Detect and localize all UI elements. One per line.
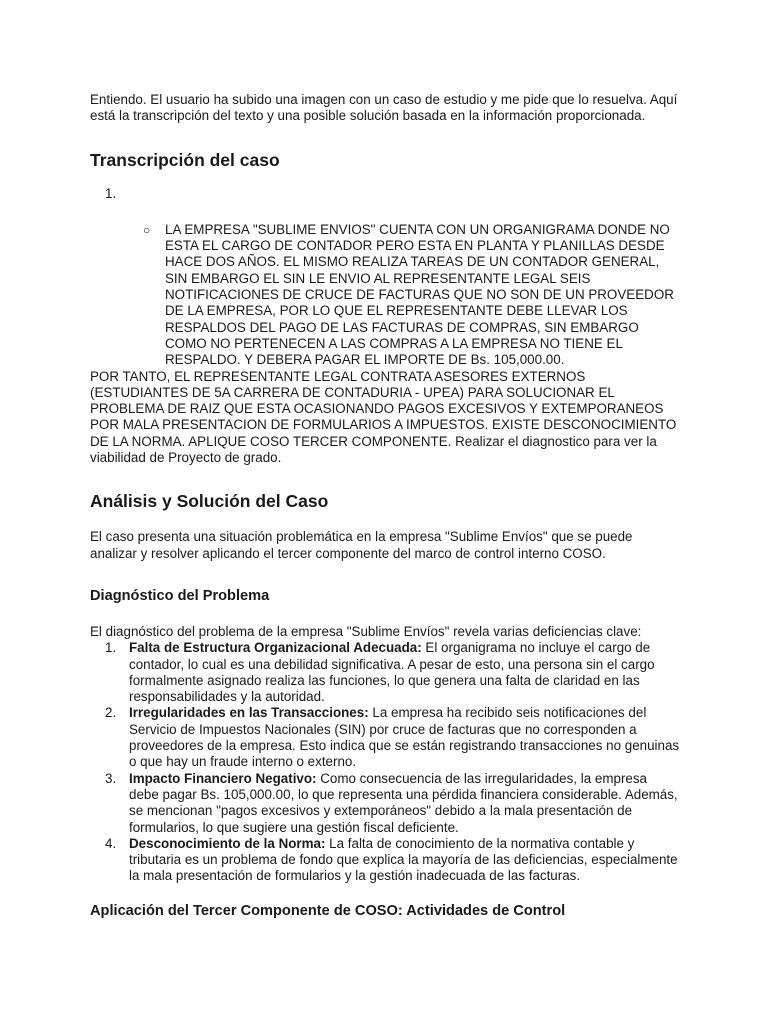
case-bullet-text: LA EMPRESA "SUBLIME ENVIOS" CUENTA CON UN ORGANIGRAMA DONDE NO ESTA EL CARGO DE CONTADOR PERO ESTA EN PLANTA Y PLANILLAS DESDE HACE DOS AÑOS. EL MISMO REALIZA TAREAS DE UN CONTADOR GENERAL, SIN EMBARGO EL SIN LE ENVIO AL REPRESENTANTE LEGAL SEIS NOTIFICACIONES DE CRUCE DE FACTURAS QUE NO SON DE UN PROVEEDOR DE LA EMPRESA, POR LO QUE EL REPRESENTANTE DEBE LLEVAR LOS RESPALDOS DEL PAGO DE LAS FACTURAS DE COMPRAS, SIN EMBARGO COMO NO PERTENECEN A LAS COMPRAS A LA EMPRESA NO TIENE EL RESPALDO. Y DEBERA PAGAR EL IMPORTE DE Bs. 105,000.00. <box>165 221 674 368</box>
list-item <box>90 640 680 705</box>
diagnosis-heading: Diagnóstico del Problema <box>90 587 270 604</box>
diagnosis-intro: El diagnóstico del problema de la empresa "Sublime Envíos" revela varias deficiencias clave: <box>90 623 642 639</box>
hollow-circle-bullet-icon: ○ <box>143 222 151 237</box>
list-item <box>90 771 680 836</box>
list-item-number: 1. <box>105 640 117 656</box>
control-heading: Aplicación del Tercer Componente de COSO: Actividades de Control <box>90 902 566 919</box>
analysis-heading: Análisis y Solución del Caso <box>90 491 329 512</box>
document-page <box>90 92 680 920</box>
list-item-title: Irregularidades en las Transacciones: <box>129 705 369 721</box>
case-list <box>90 186 680 369</box>
list-item-text: La falta de conocimiento de la normativa contable y tributaria es un problema de fondo que explica la mayoría de las deficiencias, especialmente la mala presentación de formularios y la gestión inadecuada de las facturas. <box>129 835 678 884</box>
diagnosis-list <box>90 640 680 884</box>
list-item-text: El organigrama no incluye el cargo de contador, lo cual es una debilidad significativa. A pesar de esto, una persona sin el cargo formalmente asignado realiza las funciones, lo que genera una falta de claridad en las responsabilidades y la autoridad. <box>129 640 655 705</box>
list-item-title: Falta de Estructura Organizacional Adecuada: <box>129 640 422 656</box>
list-item-number: 2. <box>105 705 117 721</box>
list-item <box>90 705 680 770</box>
list-item-text: La empresa ha recibido seis notificaciones del Servicio de Impuestos Nacionales (SIN) por cruce de facturas que no corresponden a proveedores de la empresa. Esto indica que se están registrando transacciones no genuinas o que hay un fraude interno o externo. <box>129 705 680 770</box>
case-tail-paragraph: POR TANTO, EL REPRESENTANTE LEGAL CONTRATA ASESORES EXTERNOS (ESTUDIANTES DE 5A CARRERA DE CONTADURIA - UPEA) PARA SOLUCIONAR EL PROBLEMA DE RAIZ QUE ESTA OCASIONANDO PAGOS EXCESIVOS Y EXTEMPORANEOS POR MALA PRESENTACION DE FORMULARIOS A IMPUESTOS. EXISTE DESCONOCIMIENTO DE LA NORMA. APLIQUE COSO TERCER COMPONENTE. Realizar el diagnostico para ver la viabilidad de Proyecto de grado. <box>90 368 677 466</box>
intro-paragraph: Entiendo. El usuario ha subido una imagen con un caso de estudio y me pide que lo resuelva. Aquí está la transcripción del texto y una posible solución basada en la información proporcionada. <box>90 92 678 124</box>
case-number: 1. <box>105 185 117 201</box>
list-item-text: Como consecuencia de las irregularidades, la empresa debe pagar Bs. 105,000.00, lo que representa una pérdida financiera considerable. Además, se mencionan "pagos excesivos y extemporáneos" debido a la mala presentación de formularios, lo que sugiere una gestión fiscal deficiente. <box>129 770 678 835</box>
case-bullet-item <box>143 221 680 369</box>
list-item-number: 4. <box>105 835 117 851</box>
transcription-heading: Transcripción del caso <box>90 149 280 170</box>
list-item-title: Desconocimiento de la Norma: <box>129 835 326 851</box>
list-item-number: 3. <box>105 770 117 786</box>
list-item-title: Impacto Financiero Negativo: <box>129 770 317 786</box>
list-item <box>90 836 680 885</box>
analysis-paragraph: El caso presenta una situación problemática en la empresa "Sublime Envíos" que se puede analizar y resolver aplicando el tercer componente del marco de control interno COSO. <box>90 529 633 561</box>
